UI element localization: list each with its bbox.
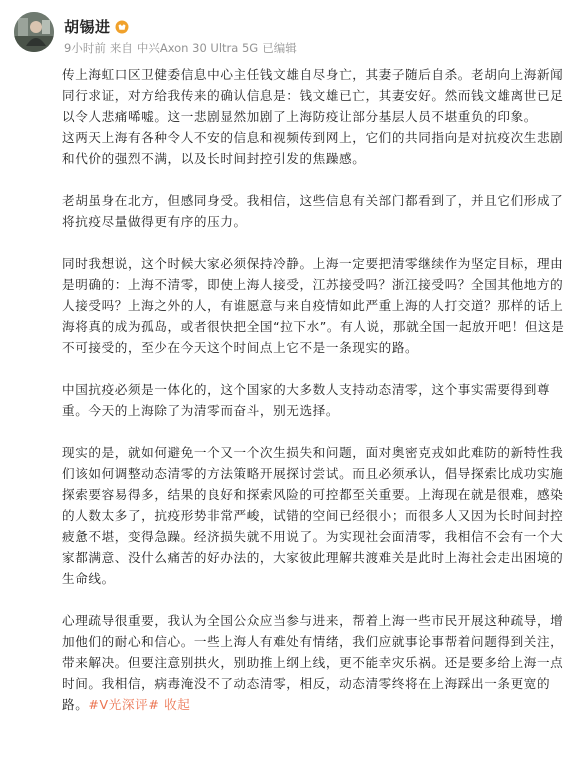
paragraph-gap [62,169,570,190]
collapse-link[interactable]: 收起 [164,697,191,712]
paragraph-gap [62,358,570,379]
paragraph-7-text: 心理疏导很重要，我认为全国公众应当参与进来，帮着上海一些市民开展这种疏导，增加他们的耐心和信心。一些上海人有难处有情绪，我们应就事论事帮着问题得到关注，带来解决。但要注意别拱火，别助推上纲上线，更不能幸灾乐祸。还是要多给上海一点时间。我相信，病毒淹没不了动态清零，相反，动态清零终将在上海踩出一条更宽的路。 [62,613,564,712]
author-row [64,16,129,36]
edited-flag: 已编辑 [262,41,297,55]
post-meta [64,40,301,56]
paragraph-3: 老胡虽身在北方，但感同身受。我相信，这些信息有关部门都看到了，并且它们形成了将抗疫尽量做得更有序的压力。 [62,193,564,229]
paragraph-gap [62,232,570,253]
hashtag-link[interactable]: #V光深评# [88,697,160,712]
author-name[interactable]: 胡锡进 [64,17,111,36]
verified-badge-icon [115,19,129,33]
avatar[interactable] [14,12,54,52]
paragraph-1: 传上海虹口区卫健委信息中心主任钱文雄自尽身亡，其妻子随后自杀。老胡向上海新闻同行求证，对方给我传来的确认信息是：钱文雄已亡，其妻安好。然而钱文雄离世已足以令人悲痛唏嘘。这一悲剧显然加剧了上海防疫让部分基层人员不堪重负的印象。 [62,67,564,124]
avatar-image [14,12,54,52]
paragraph-7 [62,610,570,715]
paragraph-gap [62,421,570,442]
paragraph-6: 现实的是，就如何避免一个又一个次生损失和问题，面对奥密克戎如此难防的新特性我们该如何调整动态清零的方法策略开展探讨尝试。而且必须承认，倡导探索比成功实施探索要容易得多，结果的良好和探索风险的可控都至关重要。上海现在就是很难，感染的人数太多了，抗疫形势非常严峻，试错的空间已经很小；而很多人又因为长时间封控疲惫不堪，变得急躁。经济损失就不用说了。为实现社会面清零，我相信不会有一个大家都满意、没什么痛苦的好办法的，大家彼此理解共渡难关是此时上海社会走出困境的生命线。 [62,445,564,586]
paragraph-4: 同时我想说，这个时候大家必须保持冷静。上海一定要把清零继续作为坚定目标，理由是明确的：上海不清零，即使上海人接受，江苏接受吗？浙江接受吗？全国其他地方的人接受吗？上海之外的人，有谁愿意与来自疫情如此严重上海的人打交道？那样的话上海将真的成为孤岛，或者很快把全国“拉下水”。有人说，那就全国一起放开吧！但这是不可接受的，至少在今天这个时间点上它不是一条现实的路。 [62,256,565,355]
device-source[interactable]: 中兴Axon 30 Ultra 5G [136,41,259,55]
post-time[interactable]: 9小时前 [64,41,106,55]
paragraph-2: 这两天上海有各种令人不安的信息和视频传到网上，它们的共同指向是对抗疫次生悲剧和代价的强烈不满，以及长时间封控引发的焦躁感。 [62,130,564,166]
source-prefix: 来自 [109,41,133,55]
paragraph-gap [62,589,570,610]
post-header [14,12,566,62]
paragraph-5: 中国抗疫必须是一体化的，这个国家的大多数人支持动态清零，这个事实需要得到尊重。今天的上海除了为清零而奋斗，别无选择。 [62,382,551,418]
post-content [62,64,570,715]
